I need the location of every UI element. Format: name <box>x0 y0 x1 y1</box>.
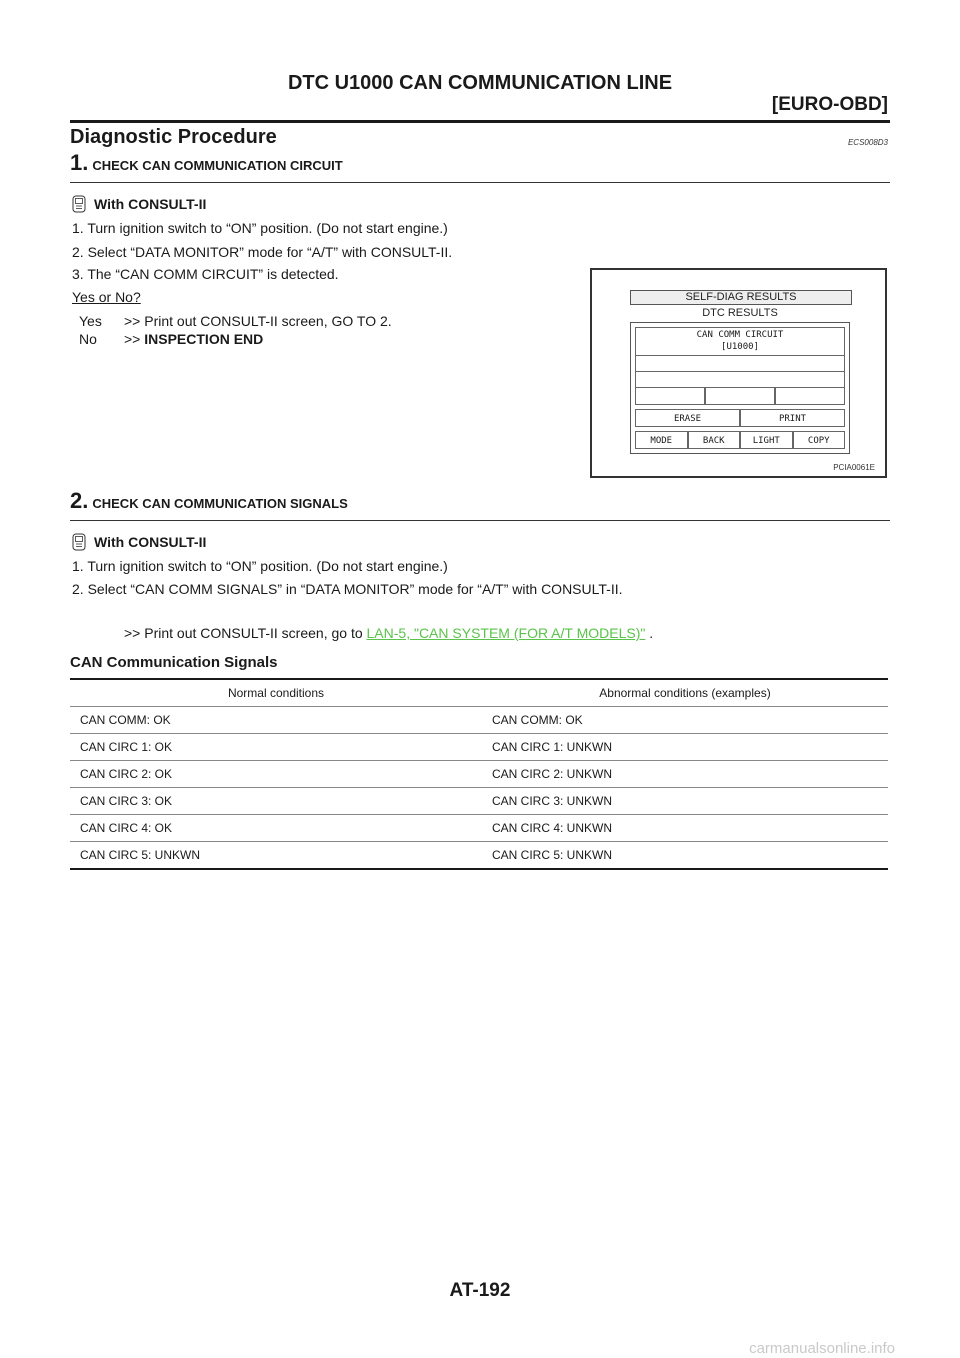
header-rule <box>70 120 890 123</box>
step1-answer-no <box>79 331 263 347</box>
screen-copy-button: COPY <box>793 431 846 449</box>
step2-line-2: 2. Select “CAN COMM SIGNALS” in “DATA MONITOR” mode for “A/T” with CONSULT-II. <box>72 581 623 597</box>
dtc-entry-line-1: CAN COMM CIRCUIT <box>696 330 784 340</box>
section-heading: Diagnostic Procedure <box>70 126 277 148</box>
step1-line-1: 1. Turn ignition switch to “ON” position. (Do not start engine.) <box>72 220 448 236</box>
step1-question: Yes or No? <box>72 289 141 305</box>
screen-dtc-entry <box>635 327 845 356</box>
screen-empty-button <box>775 387 845 405</box>
normal-cell: CAN CIRC 3: OK <box>70 788 482 815</box>
header-normal-conditions: Normal conditions <box>70 679 482 707</box>
screen-blank-row <box>635 355 845 372</box>
normal-cell: CAN CIRC 5: UNKWN <box>70 842 482 870</box>
step2-heading <box>70 488 348 514</box>
screen-light-button: LIGHT <box>740 431 793 449</box>
header-abnormal-conditions: Abnormal conditions (examples) <box>482 679 888 707</box>
step2-result-prefix: >> Print out CONSULT-II screen, go to <box>124 625 367 641</box>
step1-consult <box>72 195 206 213</box>
table-row <box>70 842 888 870</box>
normal-cell: CAN CIRC 2: OK <box>70 761 482 788</box>
screen-result-box <box>630 322 850 454</box>
step1-answer-yes <box>79 313 392 329</box>
screen-action-row <box>635 409 845 427</box>
screen-title: SELF-DIAG RESULTS <box>630 290 852 305</box>
screen-mode-button: MODE <box>635 431 688 449</box>
screen-empty-button <box>635 387 705 405</box>
consult-tester-icon <box>72 533 86 551</box>
screen-blank-row <box>635 371 845 388</box>
section-code: ECS008D3 <box>847 138 888 147</box>
table-row <box>70 734 888 761</box>
abnormal-cell: CAN COMM: OK <box>482 707 888 734</box>
screen-print-button: PRINT <box>740 409 845 427</box>
can-signals-table <box>70 678 888 870</box>
step1-line-3: 3. The “CAN COMM CIRCUIT” is detected. <box>72 266 339 282</box>
step1-consult-label: With CONSULT-II <box>94 196 207 212</box>
normal-cell: CAN CIRC 1: OK <box>70 734 482 761</box>
abnormal-cell: CAN CIRC 5: UNKWN <box>482 842 888 870</box>
screen-nav-row <box>635 431 845 449</box>
step2-result <box>124 625 653 641</box>
table-row <box>70 707 888 734</box>
answer-yes-key: Yes <box>79 313 102 329</box>
table-header-row <box>70 679 888 707</box>
answer-no-prefix: >> <box>124 331 145 347</box>
abnormal-cell: CAN CIRC 3: UNKWN <box>482 788 888 815</box>
abnormal-cell: CAN CIRC 1: UNKWN <box>482 734 888 761</box>
answer-yes-value: >> Print out CONSULT-II screen, GO TO 2. <box>124 313 392 329</box>
table-row <box>70 761 888 788</box>
step2-result-suffix: . <box>645 625 654 641</box>
screen-subtitle: DTC RESULTS <box>702 307 778 319</box>
step1-rule <box>70 182 890 183</box>
normal-cell: CAN COMM: OK <box>70 707 482 734</box>
step1-line-2: 2. Select “DATA MONITOR” mode for “A/T” with CONSULT-II. <box>72 244 453 260</box>
step1-number: 1. <box>70 150 89 175</box>
table-row <box>70 788 888 815</box>
page-title: DTC U1000 CAN COMMUNICATION LINE <box>287 72 673 94</box>
step2-consult <box>72 533 206 551</box>
screen-erase-button: ERASE <box>635 409 740 427</box>
step2-consult-label: With CONSULT-II <box>94 534 207 550</box>
consult-screen-figure <box>590 268 887 478</box>
step1-heading <box>70 150 343 176</box>
step2-rule <box>70 520 890 521</box>
abnormal-cell: CAN CIRC 2: UNKWN <box>482 761 888 788</box>
answer-no-value: INSPECTION END <box>144 331 264 347</box>
screen-empty-button <box>705 387 775 405</box>
page-subtitle: [EURO-OBD] <box>771 94 888 115</box>
step2-line-1: 1. Turn ignition switch to “ON” position. (Do not start engine.) <box>72 558 448 574</box>
screen-back-button: BACK <box>688 431 741 449</box>
step2-number: 2. <box>70 488 89 513</box>
answer-no-key: No <box>79 331 97 347</box>
page-number: AT-192 <box>449 1280 511 1301</box>
normal-cell: CAN CIRC 4: OK <box>70 815 482 842</box>
table-row <box>70 815 888 842</box>
watermark: carmanualsonline.info <box>749 1340 895 1357</box>
step1-title: CHECK CAN COMMUNICATION CIRCUIT <box>92 158 343 173</box>
dtc-entry-line-2: [U1000] <box>721 342 759 352</box>
screen-empty-button-row <box>635 387 845 405</box>
consult-tester-icon <box>72 195 86 213</box>
lan-5-link[interactable]: LAN-5, "CAN SYSTEM (FOR A/T MODELS)" <box>366 625 646 641</box>
step2-title: CHECK CAN COMMUNICATION SIGNALS <box>92 496 348 511</box>
table-caption: CAN Communication Signals <box>70 654 278 671</box>
abnormal-cell: CAN CIRC 4: UNKWN <box>482 815 888 842</box>
figure-code: PCIA0061E <box>833 463 875 472</box>
